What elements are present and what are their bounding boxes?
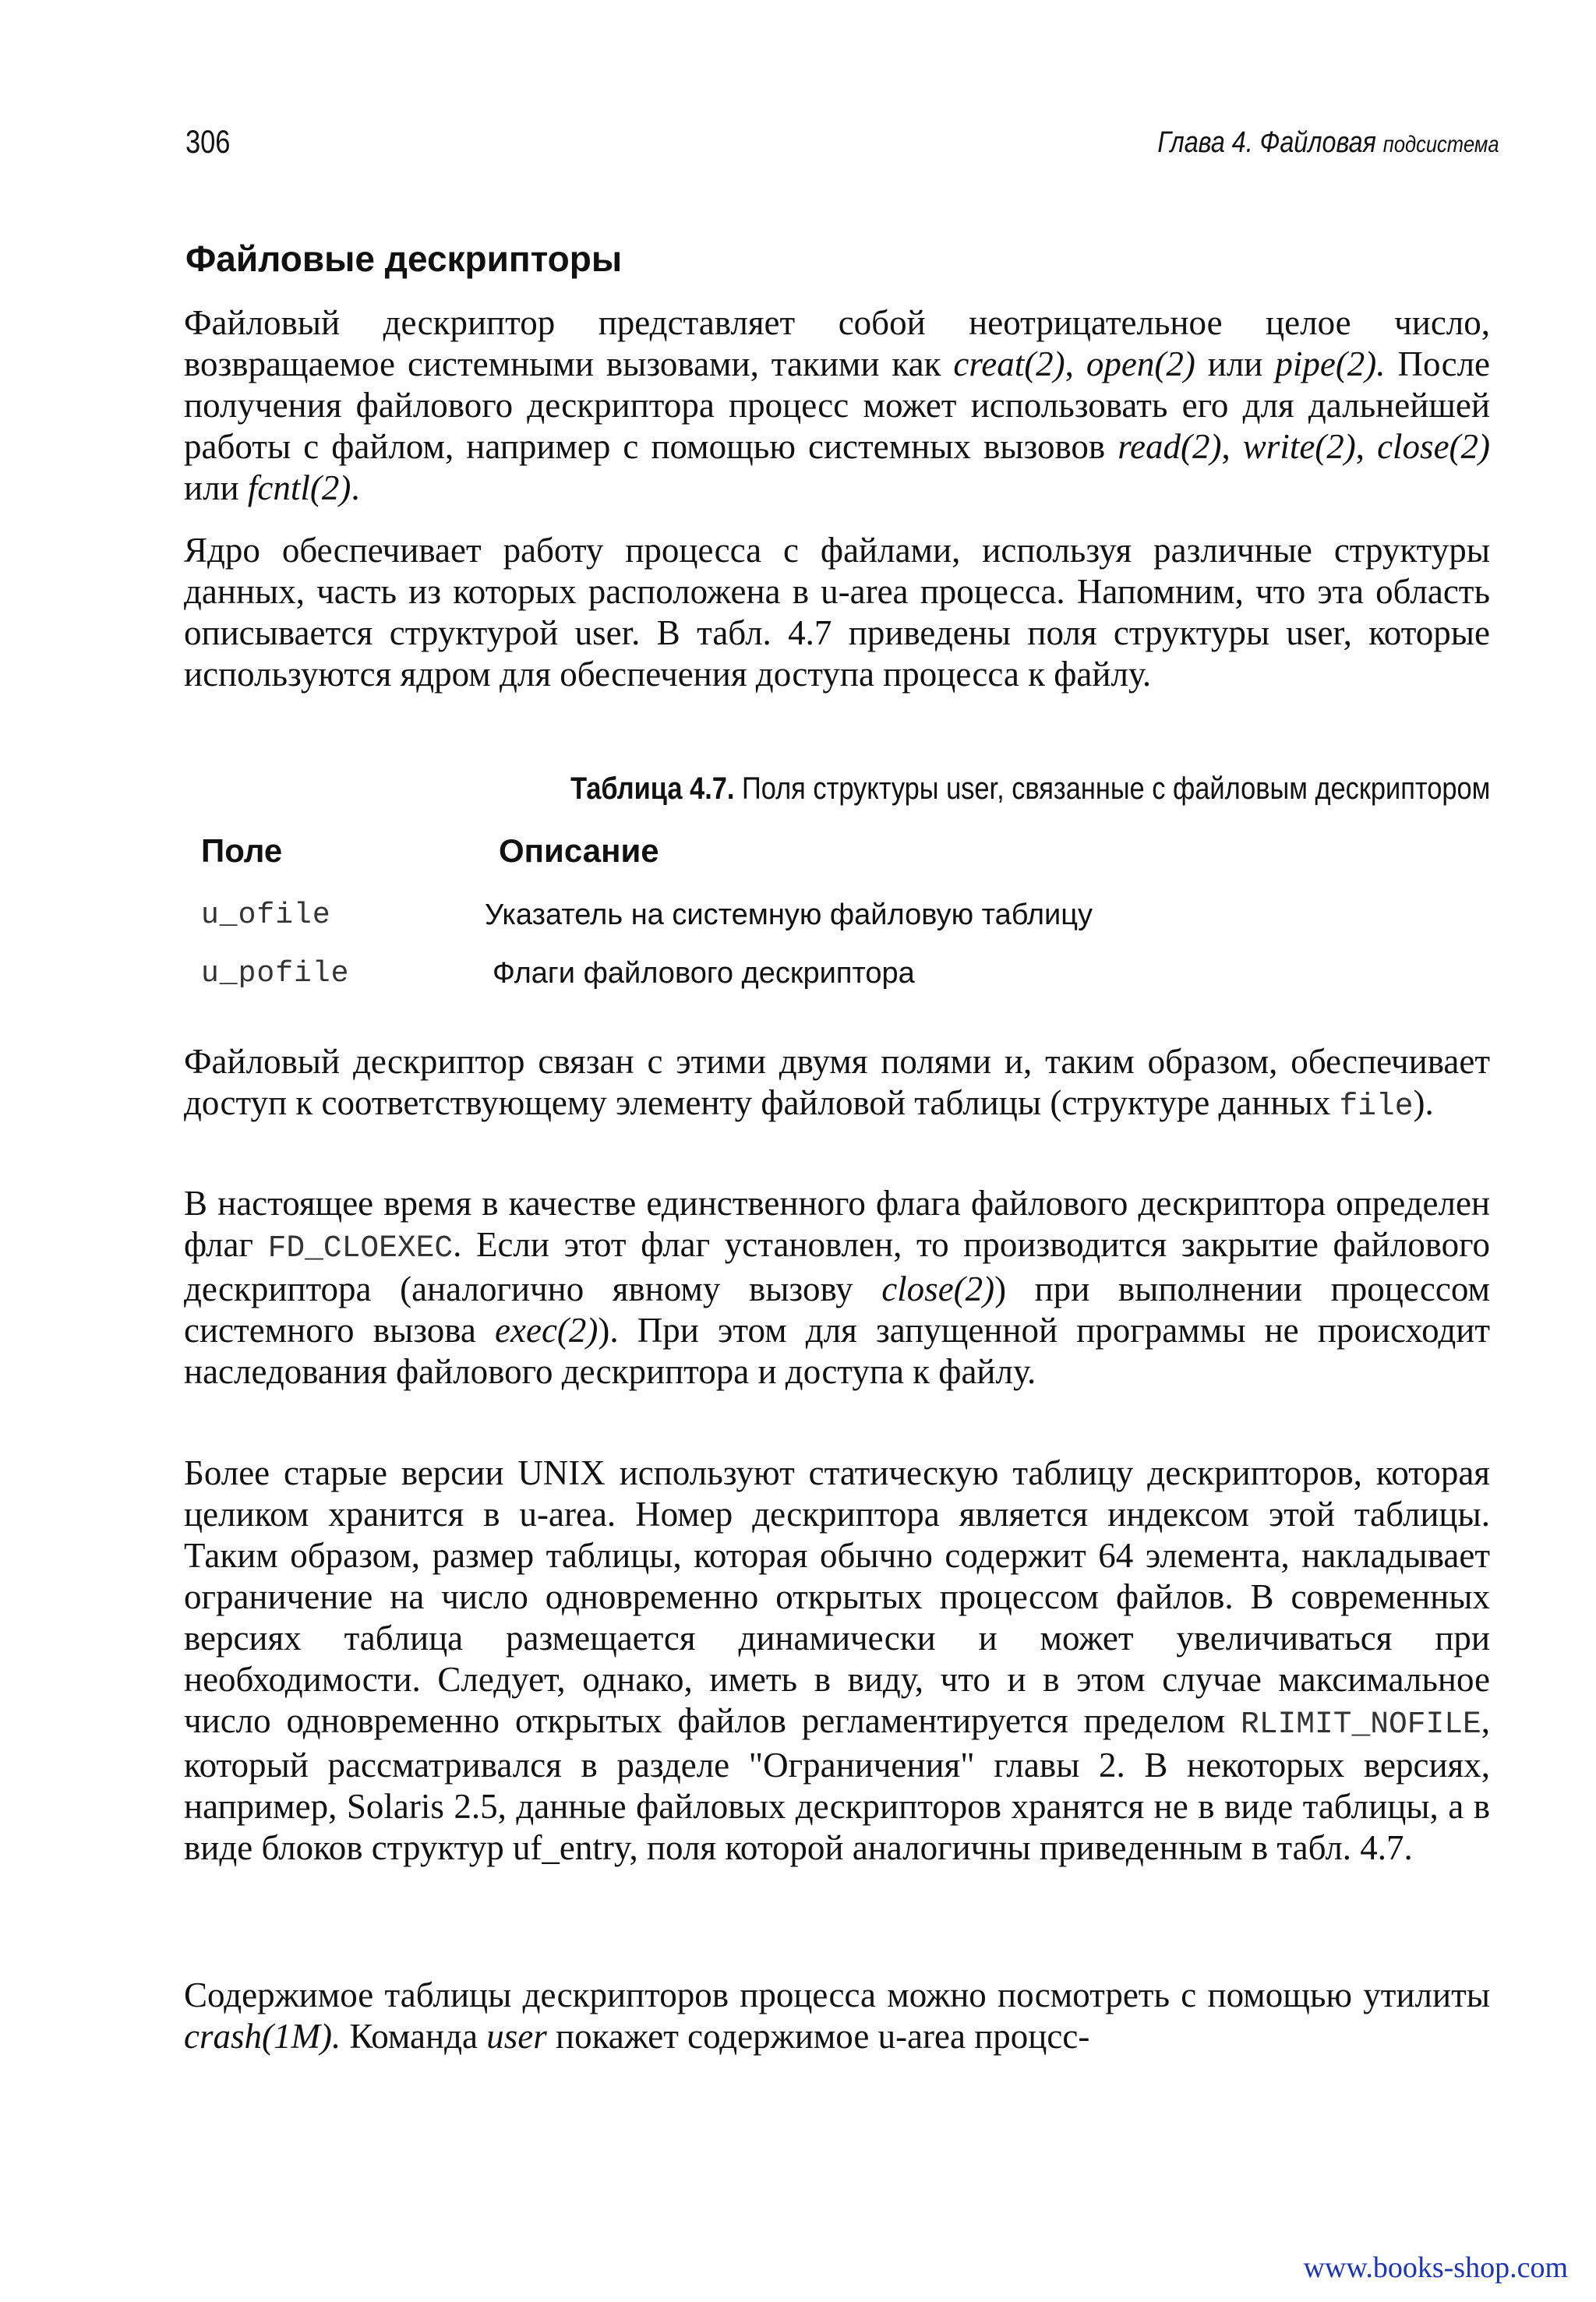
paragraph-2 — [184, 530, 1490, 695]
text-run: Ядро обеспечивает работу процесса с файлами, используя различные структуры данных, часть из которых расположена в u-area процесса. Напомним, что эта область описывается структурой user. В табл. 4.7 приведены поля структуры user, которые используются ядром для обеспечения доступа процесса к файлу. — [184, 531, 1490, 694]
italic-term: write(2) — [1242, 427, 1356, 466]
code-term: RLIMIT_NOFILE — [1240, 1707, 1481, 1742]
table-cell-description: Указатель на системную файловую таблицу — [485, 899, 1093, 931]
table-cell-field: u_pofile — [201, 957, 350, 990]
table-caption-text: Поля структуры user, связанные с файловым дескриптором — [741, 771, 1490, 806]
italic-term: creat(2) — [953, 344, 1065, 383]
paragraph-6 — [184, 1975, 1490, 2057]
table-cell-description: Флаги файлового дескриптора — [493, 957, 915, 990]
italic-term: pipe(2). — [1275, 344, 1386, 383]
text-run: После получения файлового дескриптора процесс может использовать его для дальнейшей работы с файлом, например с помощью системных вызовов — [184, 344, 1491, 466]
italic-term: close(2) — [881, 1269, 995, 1308]
text-run: , — [1221, 427, 1243, 466]
italic-term: user — [486, 2017, 547, 2056]
text-run: , который рассматривался в разделе "Ограничения" главы 2. В некоторых версиях, например, Solaris 2.5, данные файловых дескрипторов хранятся не в виде таблицы, а в виде блоков структур uf_entry, поля которой аналогичны приведенным в табл. 4.7. — [184, 1701, 1490, 1867]
section-heading: Файловые дескрипторы — [185, 238, 623, 279]
text-run: В настоящее время в качестве единственного флага файлового дескриптора определен флаг — [184, 1184, 1490, 1264]
text-run: Команда — [341, 2017, 487, 2056]
table-cell-field: u_ofile — [201, 899, 331, 932]
text-run: или — [1195, 344, 1276, 383]
text-run: покажет содержимое u-area процсс- — [546, 2017, 1090, 2056]
text-run: ). При этом для запущенной программы не происходит наследования файлового дескриптора и доступа к файлу. — [184, 1311, 1490, 1391]
table-caption-label: Таблица 4.7. — [570, 771, 735, 806]
paragraph-1 — [184, 302, 1490, 509]
italic-term: close(2) — [1377, 427, 1491, 466]
running-head-chapter: Глава 4. Файловая — [1157, 126, 1377, 159]
italic-term: open(2) — [1086, 344, 1195, 383]
text-run: Файловый дескриптор представляет собой неотрицательное целое число, возвращаемое системными вызовами, такими как — [184, 303, 1490, 383]
text-run: Файловый дескриптор связан с этими двумя полями и, таким образом, обеспечивает доступ к соответствующему элементу файловой таблицы (структуре данных — [184, 1042, 1490, 1122]
italic-term: exec(2) — [495, 1311, 598, 1350]
text-run: ) при выполнении процессом системного вызова — [184, 1269, 1490, 1350]
code-term: FD_CLOEXEC — [267, 1230, 454, 1266]
italic-term: read(2) — [1118, 427, 1222, 466]
text-run: ). — [1413, 1083, 1434, 1122]
table-header-description: Описание — [499, 832, 659, 869]
running-head — [1158, 126, 1499, 160]
text-run: . Если этот флаг установлен, то производится закрытие файлового дескриптора (аналогично явному вызову — [184, 1225, 1490, 1308]
italic-term: crash(1M). — [184, 2017, 341, 2056]
page-number: 306 — [185, 123, 231, 160]
text-run: Содержимое таблицы дескрипторов процесса можно посмотреть с помощью утилиты — [184, 1975, 1490, 2014]
paragraph-4 — [184, 1183, 1490, 1393]
text-run: или — [184, 468, 248, 507]
table-header-field: Поле — [201, 832, 283, 869]
paragraph-3 — [184, 1041, 1490, 1127]
text-run: Более старые версии UNIX используют статическую таблицу дескрипторов, которая целиком хранится в u-area. Номер дескриптора является индексом этой таблицы. Таким образом, размер таблицы, которая обычно содержит 64 элемента, накладывает ограничение на число одновременно открытых процессом файлов. В современных версиях таблица размещается динамически и может увеличиваться при необходимости. Следует, однако, иметь в виду, что и в этом случае максимальное число одновременно открытых файлов регламентируется пределом — [184, 1453, 1490, 1740]
running-head-chapter-small: подсистема — [1383, 132, 1499, 157]
text-run: , — [1355, 427, 1378, 466]
text-run: . — [351, 468, 360, 507]
code-term: file — [1339, 1089, 1414, 1124]
footer-link[interactable]: www.books-shop.com — [1303, 2251, 1568, 2284]
paragraph-5 — [184, 1453, 1490, 1869]
table-caption — [570, 771, 1490, 807]
italic-term: fcntl(2) — [247, 468, 351, 507]
text-run: , — [1065, 344, 1086, 383]
